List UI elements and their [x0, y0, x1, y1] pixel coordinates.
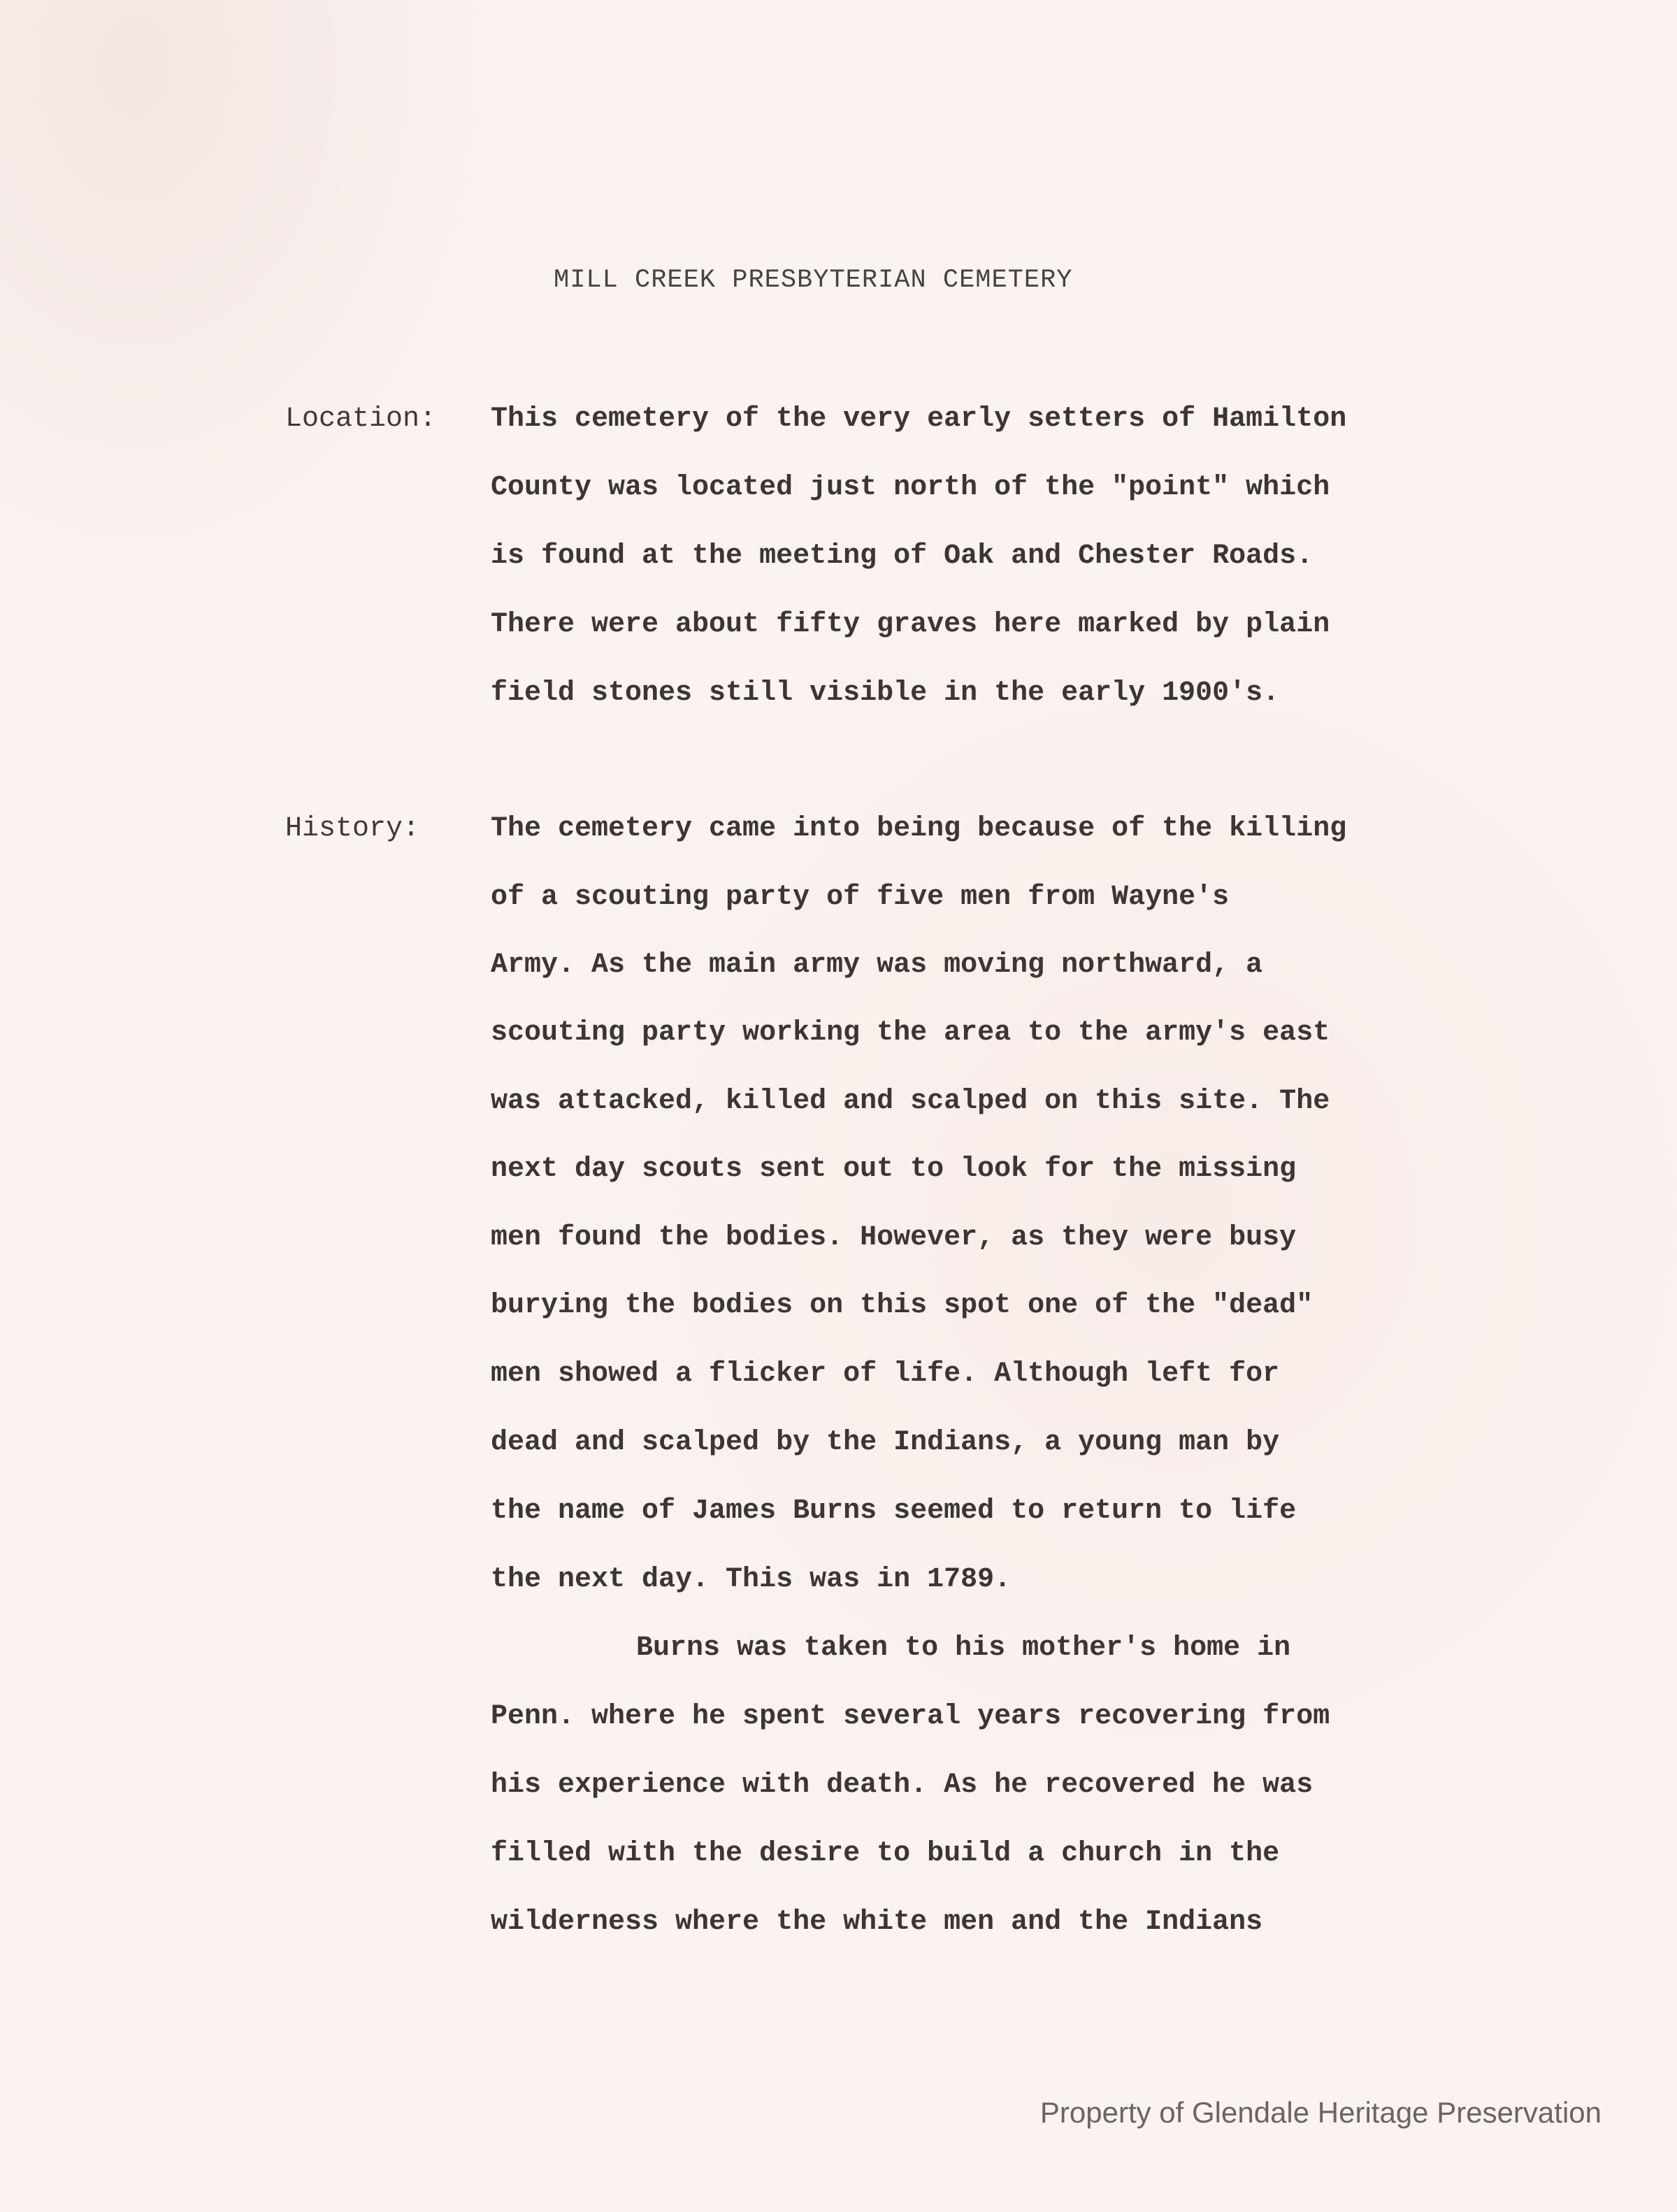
- history-line: wilderness where the white men and the Indians: [491, 1906, 1263, 1938]
- history-line: his experience with death. As he recovered he was: [491, 1769, 1313, 1801]
- location-line: This cemetery of the very early setters of Hamilton: [491, 403, 1347, 435]
- history-line: scouting party working the area to the army's east: [491, 1017, 1330, 1049]
- history-line: men showed a flicker of life. Although left for: [491, 1358, 1280, 1390]
- document-title: MILL CREEK PRESBYTERIAN CEMETERY: [554, 266, 1073, 295]
- history-line: Army. As the main army was moving northward, a: [491, 949, 1263, 981]
- history-line: burying the bodies on this spot one of the "dead": [491, 1290, 1313, 1321]
- history-line: of a scouting party of five men from Wayne's: [491, 882, 1230, 913]
- history-line: The cemetery came into being because of the killing: [491, 813, 1347, 845]
- location-line: field stones still visible in the early 1900's.: [491, 677, 1280, 709]
- history-line: filled with the desire to build a church in the: [491, 1838, 1280, 1869]
- history-line: next day scouts sent out to look for the missing: [491, 1154, 1297, 1185]
- history-line: men found the bodies. However, as they were busy: [491, 1222, 1297, 1254]
- location-line: County was located just north of the "point" which: [491, 472, 1330, 503]
- history-line: Penn. where he spent several years recovering from: [491, 1701, 1330, 1732]
- location-label: Location:: [285, 403, 437, 435]
- history-line: dead and scalped by the Indians, a young man by: [491, 1427, 1280, 1458]
- history-label: History:: [285, 813, 420, 845]
- watermark: Property of Glendale Heritage Preservation: [1039, 2096, 1602, 2129]
- history-line: the next day. This was in 1789.: [491, 1564, 1012, 1595]
- location-line: is found at the meeting of Oak and Chester Roads.: [491, 540, 1313, 572]
- history-line: Burns was taken to his mother's home in: [636, 1632, 1291, 1664]
- history-line: the name of James Burns seemed to return to life: [491, 1495, 1297, 1527]
- history-line: was attacked, killed and scalped on this site. The: [491, 1086, 1330, 1117]
- location-line: There were about fifty graves here marked by plain: [491, 609, 1330, 640]
